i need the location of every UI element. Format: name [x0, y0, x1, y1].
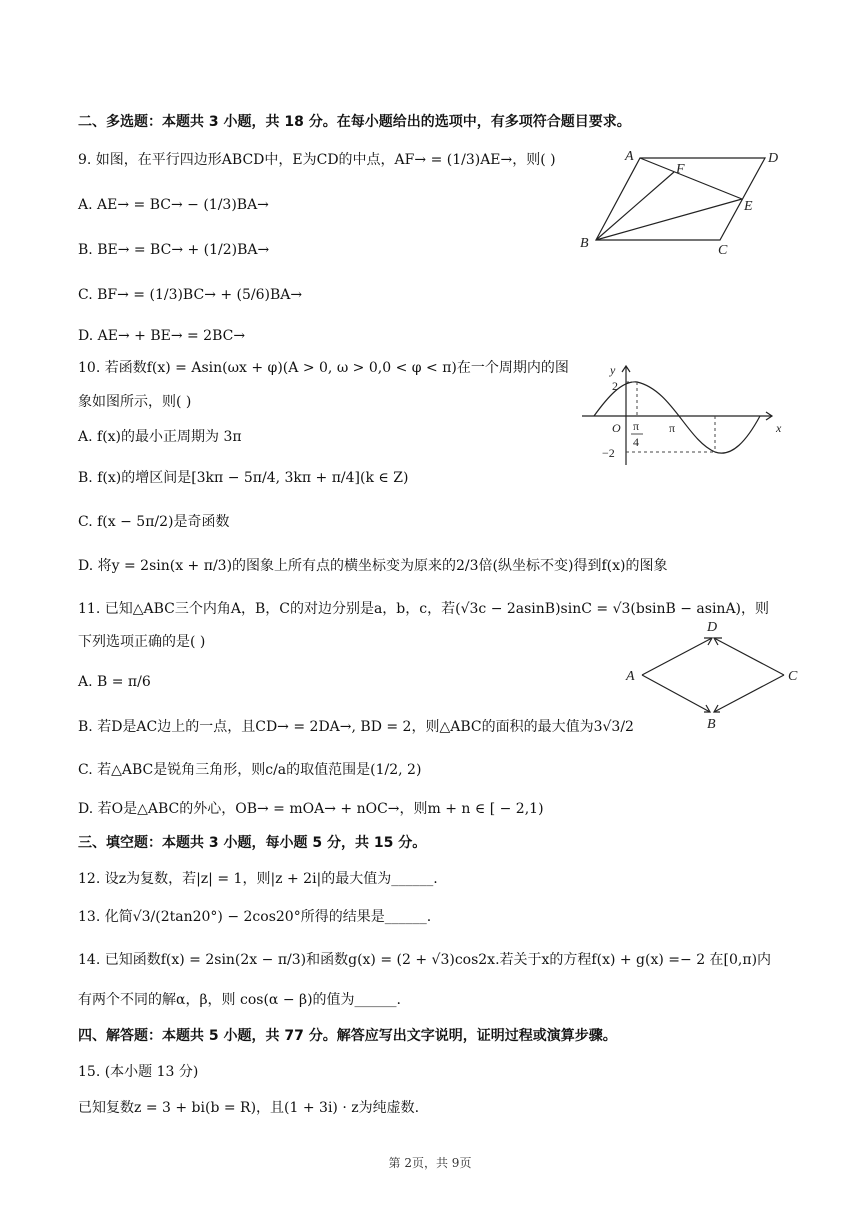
q10-option-b: B. f(x)的增区间是[3kπ − 5π/4, 3kπ + π/4](k ∈ Z) [78, 470, 409, 486]
q9-label-f: F [676, 162, 685, 177]
q10-y-tick-neg2: −2 [602, 446, 615, 460]
q10-stem-line1: 10. 若函数f(x) = Asin(ωx + φ)(A > 0, ω > 0,0 < φ < π)在一个周期内的图 [78, 360, 569, 376]
q13-text: 13. 化简√3/(2tan20°) − 2cos20°所得的结果是______. [78, 909, 432, 925]
section-heading-fill-in: 三、填空题：本题共 3 小题，每小题 5 分，共 15 分。 [78, 835, 427, 851]
q11-option-b: B. 若D是AC边上的一点，且CD→ = 2DA→, BD = 2，则△ABC的面积的最大值为3√3/2 [78, 719, 634, 735]
q11-label-a: A [626, 669, 635, 684]
q10-x-tick-pi4-den: 4 [633, 435, 639, 449]
q10-x-tick-pi4-num: π [633, 419, 640, 433]
q15-body: 已知复数z = 3 + bi(b = R)，且(1 + 3i) · z为纯虚数. [78, 1100, 420, 1116]
q9-option-a: A. AE→ = BC→ − (1/3)BA→ [78, 197, 269, 213]
q9-option-d: D. AE→ + BE→ = 2BC→ [78, 328, 246, 344]
q10-stem-line2: 象如图所示，则( ) [78, 394, 192, 410]
q10-y-tick-2: 2 [612, 379, 618, 393]
q9-option-c: C. BF→ = (1/3)BC→ + (5/6)BA→ [78, 287, 303, 303]
q10-option-a: A. f(x)的最小正周期为 3π [78, 429, 242, 445]
q10-option-d: D. 将y = 2sin(x + π/3)的图象上所有点的横坐标变为原来的2/3倍(纵坐标不变)得到f(x)的图象 [78, 558, 668, 574]
q10-origin-label: O [612, 421, 621, 435]
q11-option-a: A. B = π/6 [78, 674, 151, 690]
page-footer: 第 2页，共 9页 [388, 1156, 472, 1170]
q14-line1: 14. 已知函数f(x) = 2sin(2x − π/3)和函数g(x) = (2 + √3)cos2x.若关于x的方程f(x) + g(x) =− 2 在[0,π)内 [78, 952, 772, 968]
q15-title: 15. (本小题 13 分) [78, 1064, 199, 1080]
q9-label-a: A [625, 149, 634, 164]
q11-stem-line2: 下列选项正确的是( ) [78, 634, 206, 650]
q12-text: 12. 设z为复数，若|z| = 1，则|z + 2i|的最大值为______. [78, 871, 438, 887]
q10-x-axis-label: x [776, 421, 782, 435]
q9-label-c: C [718, 243, 728, 258]
q11-stem-line1: 11. 已知△ABC三个内角A，B，C的对边分别是a，b，c，若(√3c − 2asinB)sinC = √3(bsinB − asinA)，则 [78, 601, 770, 617]
q11-option-c: C. 若△ABC是锐角三角形，则c/a的取值范围是(1/2, 2) [78, 762, 422, 778]
q10-y-axis-label: y [610, 363, 616, 377]
section-heading-multiple-choice: 二、多选题：本题共 3 小题，共 18 分。在每小题给出的选项中，有多项符合题目要求。 [78, 114, 631, 130]
q11-rhombus-figure [620, 615, 810, 735]
q10-x-tick-pi: π [669, 421, 676, 435]
q9-parallelogram-figure [570, 140, 790, 260]
q9-stem: 9. 如图，在平行四边形ABCD中，E为CD的中点，AF→ = (1/3)AE→，则( ) [78, 152, 556, 168]
q10-option-c: C. f(x − 5π/2)是奇函数 [78, 514, 230, 530]
q9-label-b: B [580, 236, 589, 251]
q10-sine-graph [582, 360, 792, 470]
q9-option-b: B. BE→ = BC→ + (1/2)BA→ [78, 242, 270, 258]
q11-label-d: D [707, 620, 718, 635]
q14-line2: 有两个不同的解α，β，则 cos(α − β)的值为______. [78, 992, 402, 1008]
q9-label-d: D [768, 151, 779, 166]
q11-label-c: C [788, 669, 798, 684]
q9-label-e: E [744, 199, 753, 214]
q11-label-b: B [707, 717, 716, 732]
q11-option-d: D. 若O是△ABC的外心，OB→ = mOA→ + nOC→，则m + n ∈ [ − 2,1) [78, 801, 544, 817]
section-heading-solutions: 四、解答题：本题共 5 小题，共 77 分。解答应写出文字说明，证明过程或演算步骤。 [78, 1028, 617, 1044]
